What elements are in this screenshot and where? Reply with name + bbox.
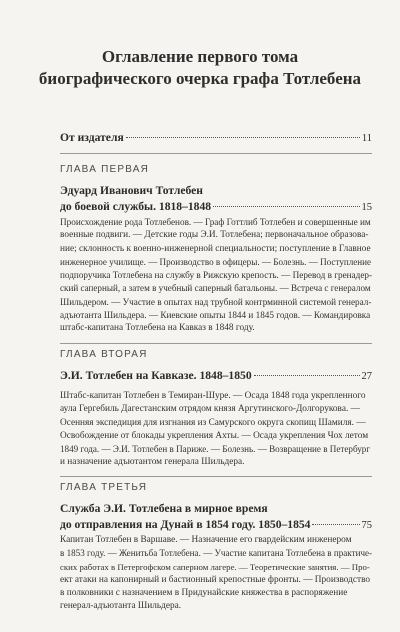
divider [60,476,372,477]
chapter-title-line: Эдуард Иванович Тотлебен [60,184,203,197]
summary-line: подпоручика Тотлебена на службу в Рижскую крепость. — Перевод в гренадер- [60,270,373,281]
summary-line: в полковники с назначением в Придунайские княжества в распоряжение [60,588,348,599]
leader-dots [312,524,359,525]
chapter-1-title[interactable] [60,183,372,215]
summary-line: адъютанта Шильдера. — Киевские опыты 1844 и 1845 годов. — Командировка [60,310,371,321]
summary-line: Шильдером. — Участие в опытах над трубной контрминной системой генерал- [60,296,372,307]
chapter-heading: ГЛАВА ТРЕТЬЯ [60,482,148,493]
summary-line: Происхождение рода Тотлебенов. — Граф Готтлиб Тотлебен и совершенные им [60,217,371,227]
chapter-page-number: 15 [361,201,372,213]
summary-line: в 1853 году. — Женитьба Тотлебена. — Участие капитана Тотлебена в практиче- [60,548,373,559]
summary-line: 1849 года. — Э.И. Тотлебен в Париже. — Болезнь. — Возвращение в Петербург [60,444,371,455]
summary-line: Освобождение от блокады укрепления Ахты. — Осада укрепления Чох летом [60,430,369,441]
divider [60,343,372,344]
leader-dots [126,137,360,138]
summary-line: ние; склонность к военно-инженерной специальности; поступление в Главное [60,243,371,254]
divider [60,153,372,154]
chapter-page-number: 27 [361,371,372,382]
summary-line: штабс-капитана Тотлебена на Кавказ в 1848 году. [60,323,255,334]
title-line-1: Оглавление первого тома [101,47,299,66]
chapter-heading: ГЛАВА ВТОРАЯ [60,349,148,360]
publisher-entry-label: От издателя [60,131,124,144]
publisher-entry-page: 11 [361,133,372,144]
chapter-heading: ГЛАВА ПЕРВАЯ [60,164,150,175]
chapter-title-line: Э.И. Тотлебен на Кавказе. 1848–1850 [60,369,252,382]
summary-line: ский саперный, а затем в учебный саперный батальоны. — Встреча с генералом [60,283,371,294]
title-line-2: биографического очерка графа Тотлебена [38,69,362,88]
chapter-page-number: 75 [361,519,372,531]
summary-line: Капитан Тотлебен в Варшаве. — Назначение его гвардейским инженером [60,535,352,545]
summary-line: и назначение адъютантом генерала Шильдера. [60,457,245,468]
publisher-entry[interactable] [60,130,372,146]
summary-line: генерал-адъютанта Шильдера. [60,601,182,612]
summary-line: Осенняя экспедиция для изгнания из Самурского округа скопищ Шамиля. — [60,417,366,428]
page-title [0,46,400,90]
summary-line: инженерное училище. — Производство в офицеры. — Болезнь. — Поступление [60,256,372,267]
chapter-3-title[interactable] [60,501,372,533]
chapter-3 [60,482,372,493]
leader-dots [254,375,360,376]
chapter-1-summary [60,216,372,336]
summary-line: Штабс-капитан Тотлебен в Темиран-Шуре. — Осада 1848 года укрепленного [60,391,366,401]
chapter-title-line: Служба Э.И. Тотлебена в мирное время [60,502,268,515]
summary-line: ских работах в Петергофском саперном лагере. — Теоретические занятия. — Про- [60,561,370,572]
chapter-2-summary [60,390,372,470]
summary-line: ект атаки на капонирный и бастионный крепостные фронты. — Производство [60,574,371,585]
chapter-2-title[interactable] [60,368,372,384]
summary-line: аула Гергебиль Дагестанским отрядом князя Аргутинского-Долгорукова. — [60,404,360,415]
chapter-1 [60,164,372,175]
chapter-title-line: до отправления на Дунай в 1854 году. 1850–1854 [60,517,311,531]
chapter-2 [60,349,372,360]
leader-dots [213,206,359,207]
summary-line: военные подвиги. — Детские годы Э.И. Тотлебена; первоначальное образова- [60,230,369,241]
chapter-3-summary [60,534,372,614]
chapter-title-line: до боевой службы. 1818–1848 [60,199,212,213]
